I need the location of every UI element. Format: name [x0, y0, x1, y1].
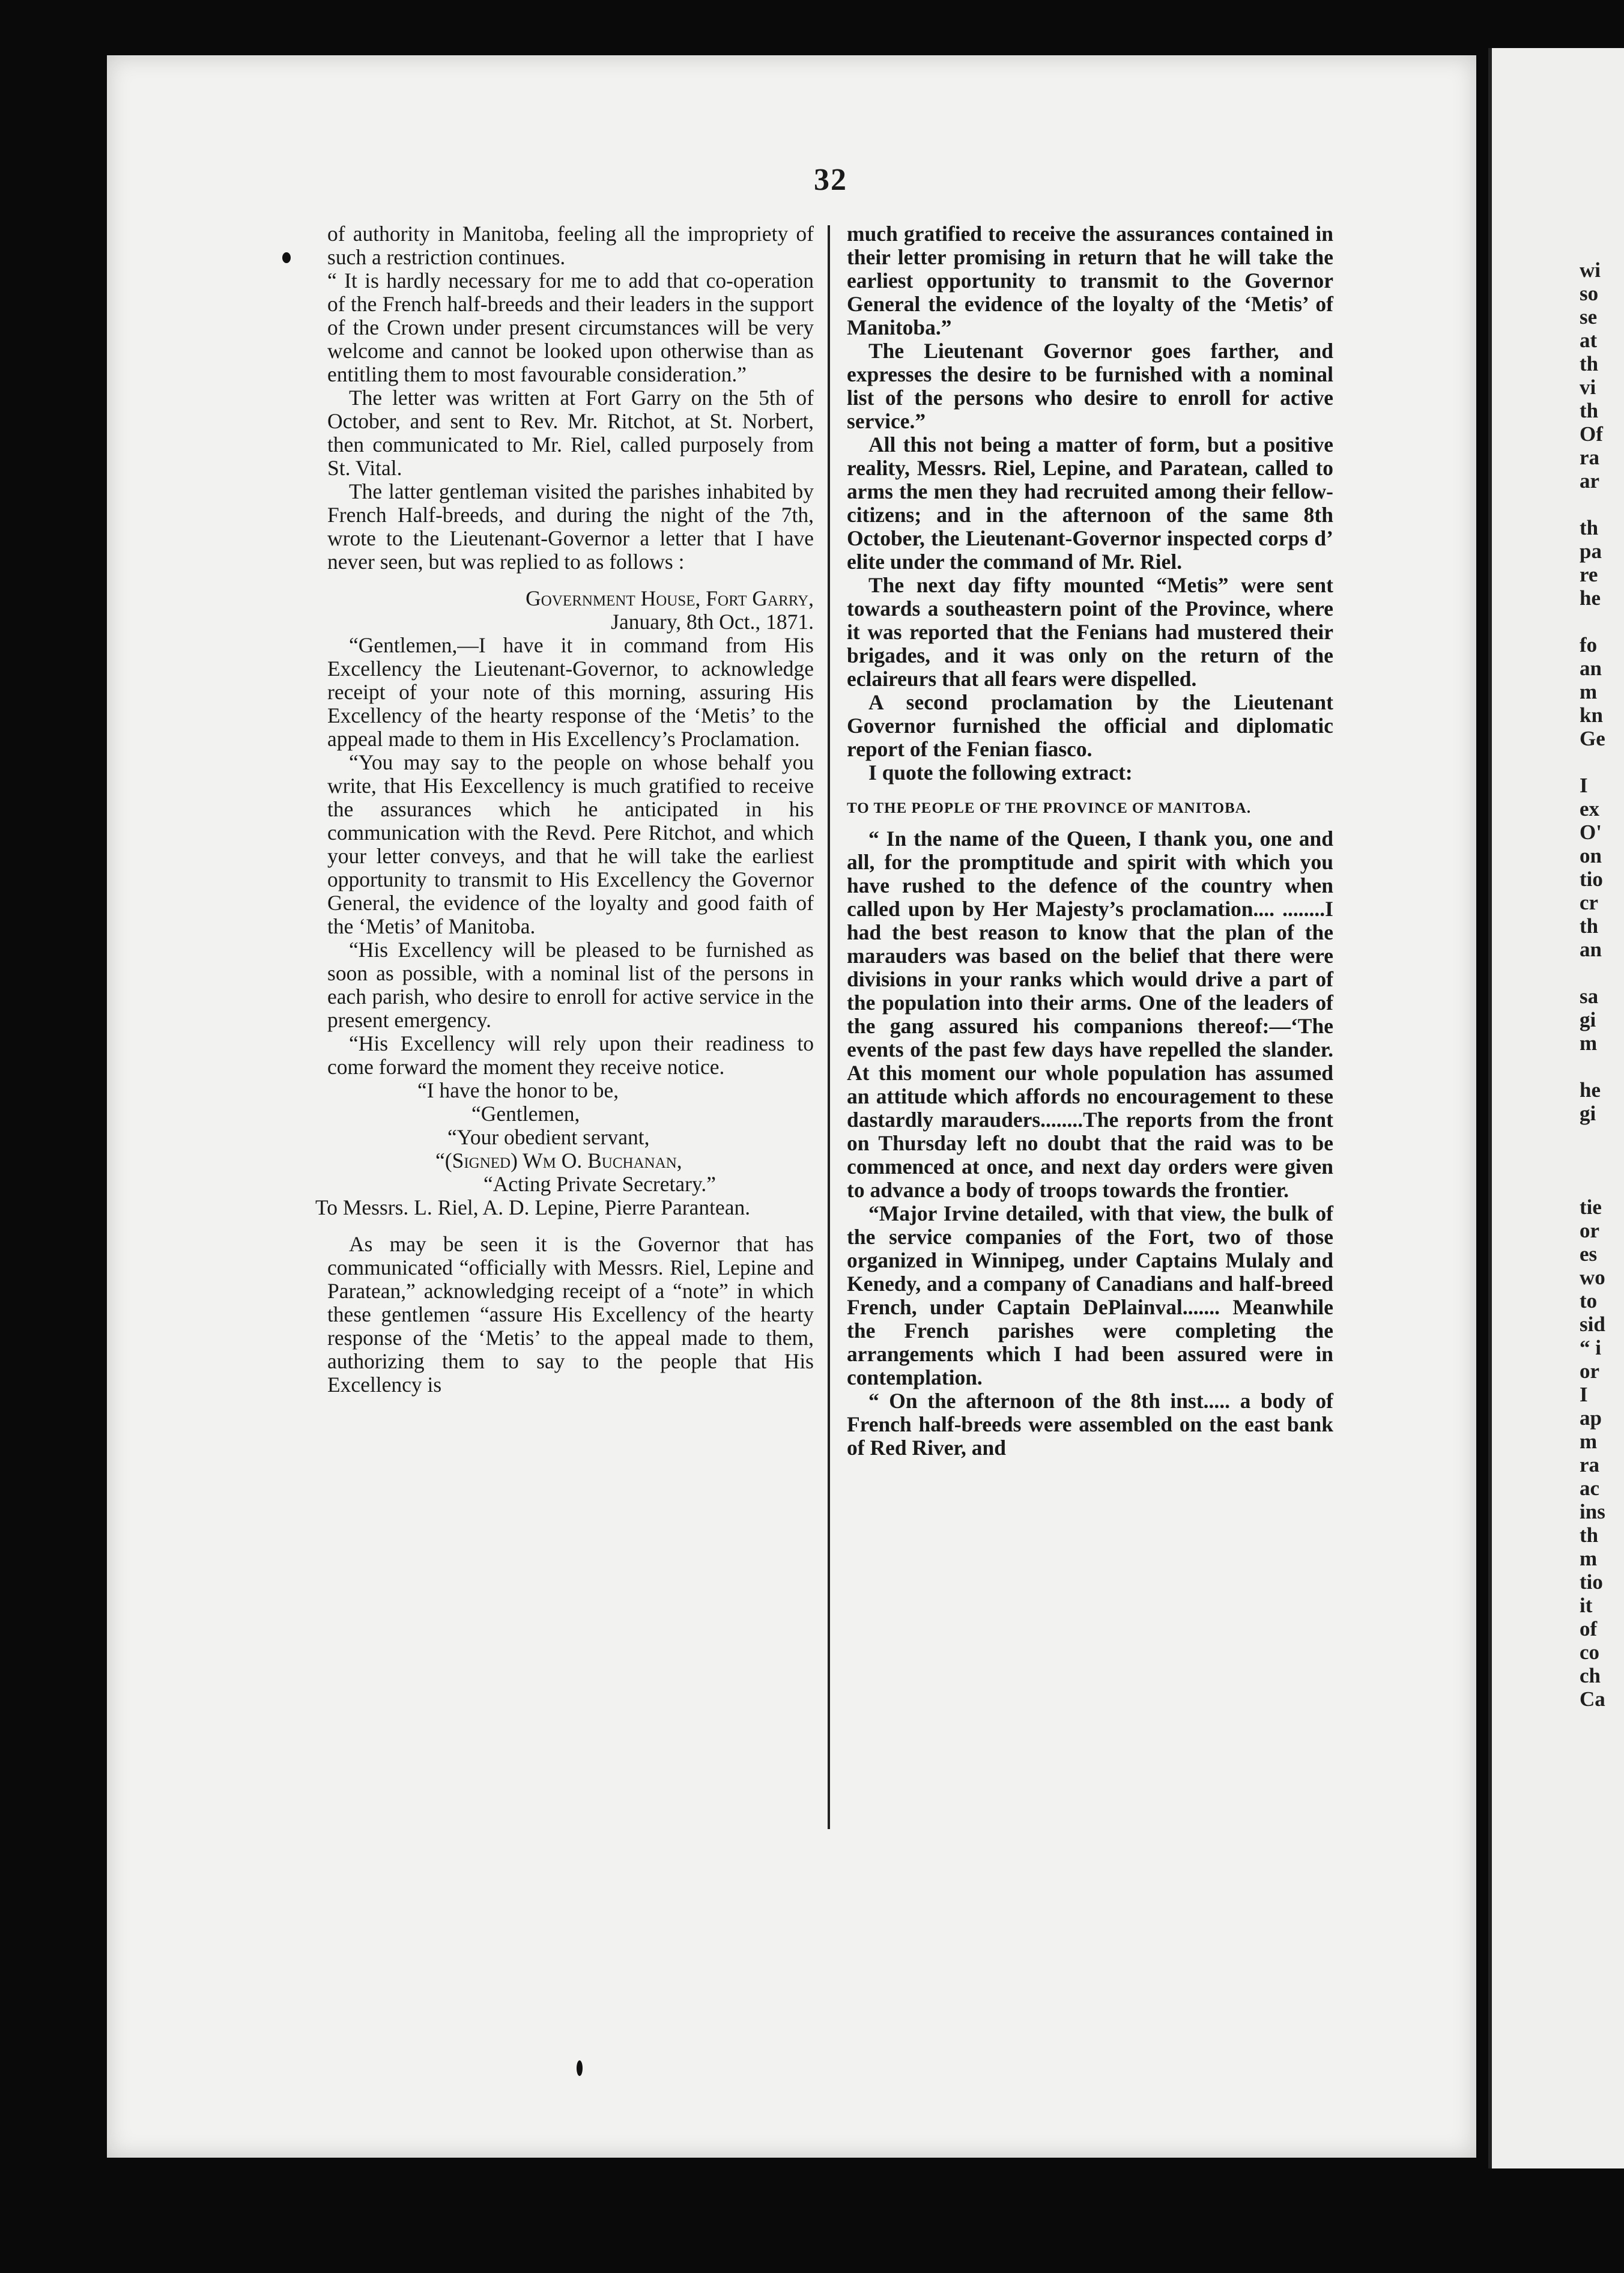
fragment-line: es [1580, 1242, 1598, 1266]
fragment-line: th [1580, 1523, 1599, 1547]
fragment-line: so [1580, 282, 1599, 305]
fragment-line [1580, 1149, 1605, 1172]
fragment-line: ac [1580, 1476, 1600, 1500]
fragment-line: pa [1580, 539, 1602, 563]
paragraph: “His Excellency will rely upon their readiness to come forward the moment they receive notice. [327, 1031, 814, 1079]
fragment-line: at [1580, 329, 1598, 352]
left-column [315, 222, 814, 1397]
fragment-line: ch [1580, 1664, 1601, 1687]
fragment-line: se [1580, 305, 1598, 329]
fragment-line: th [1580, 352, 1599, 375]
signature-line: “Gentlemen, [471, 1102, 580, 1126]
fragment-line: I [1580, 1383, 1588, 1406]
fragment-line: gi [1580, 1102, 1596, 1125]
right-column [847, 222, 1333, 1460]
ink-spot [577, 2060, 583, 2076]
fragment-line: to [1580, 1289, 1598, 1313]
spacer [327, 574, 814, 587]
fragment-line: O' [1580, 821, 1602, 844]
fragment-line: tio [1580, 1570, 1603, 1594]
fragment-line: co [1580, 1640, 1600, 1664]
fragment-line: Ca [1580, 1687, 1605, 1711]
fragment-line: he [1580, 1078, 1601, 1102]
paragraph: “Major Irvine detailed, with that view, the bulk of the service companies of the Fort, two of those organized in Winnipeg, under Captains Mulaly and Kenedy, and a company of Canadians and half-breed French, under Captain DePlainval....... Meanwhile the French parishes were completing the arrangements which I had been assured were in contemplation. [847, 1201, 1333, 1389]
fragment-line: fo [1580, 633, 1598, 657]
fragment-line: ra [1580, 1453, 1600, 1476]
fragment-line: on [1580, 844, 1602, 867]
signature-line: “(Signed) Wm O. Buchanan, [435, 1149, 682, 1173]
letter-date: January, 8th Oct., 1871. [611, 610, 814, 634]
fragment-line: cr [1580, 891, 1599, 914]
fragment-line: Ge [1580, 727, 1605, 750]
fragment-line: sa [1580, 985, 1599, 1008]
fragment-line: kn [1580, 703, 1603, 727]
fragment-line: th [1580, 399, 1599, 422]
fragment-line: tie [1580, 1195, 1602, 1219]
fragment-line: ins [1580, 1500, 1605, 1523]
next-page-fragments [1580, 258, 1605, 1711]
fragment-line: th [1580, 914, 1599, 938]
fragment-line: Of [1580, 422, 1603, 446]
paragraph: I quote the following extract: [868, 760, 1133, 784]
signature-line: “I have the honor to be, [417, 1078, 619, 1102]
paragraph: “ On the afternoon of the 8th inst..... a body of French half-breeds were assembled on the east bank of Red River, and [847, 1389, 1333, 1460]
paragraph: “His Excellency will be pleased to be furnished as soon as possible, with a nominal list of the persons in each parish, who desire to enroll for active service in the present emergency. [327, 938, 814, 1032]
fragment-line: m [1580, 1547, 1598, 1570]
fragment-line: I [1580, 774, 1588, 797]
fragment-line: or [1580, 1359, 1600, 1383]
paragraph: All this not being a matter of form, but a positive reality, Messrs. Riel, Lepine, and Paratean, called to arms the men they had recruited among their fellow-citizens; and in the afternoon of the same 8th October, the Lieutenant-Governor inspected corps d’ elite under the command of Mr. Riel. [847, 432, 1333, 574]
fragment-line [1580, 1055, 1605, 1078]
paragraph: The latter gentleman visited the parishes inhabited by French Half-breeds, and during the night of the 7th, wrote to the Lieutenant-Governor a letter that I have never seen, but was replied to as follows : [327, 479, 814, 574]
fragment-line: an [1580, 938, 1602, 961]
paragraph: of authority in Manitoba, feeling all the impropriety of such a restriction continues. [327, 222, 814, 269]
fragment-line: of [1580, 1617, 1598, 1640]
fragment-line: wo [1580, 1266, 1605, 1289]
fragment-line: or [1580, 1219, 1600, 1242]
paragraph: “Gentlemen,—I have it in command from His Excellency the Lieutenant-Governor, to acknowledge receipt of your note of this morning, assuring His Excellency of the hearty response of the ‘Metis’ to the appeal made to them in His Excellency’s Proclamation. [327, 633, 814, 751]
fragment-line: it [1580, 1594, 1593, 1617]
fragment-line: vi [1580, 375, 1596, 399]
column-rule [828, 225, 830, 1829]
fragment-line: th [1580, 516, 1599, 539]
fragment-line [1580, 493, 1605, 516]
spacer [327, 1219, 814, 1233]
fragment-line: m [1580, 680, 1598, 703]
fragment-line: ra [1580, 446, 1600, 469]
paragraph: The next day fifty mounted “Metis” were sent towards a southeastern point of the Province, where it was reported that the Fenians had mustered their brigades, and it was only on the return of the eclaireurs that all fears were dispelled. [847, 573, 1333, 691]
fragment-line: ex [1580, 797, 1600, 821]
fragment-line [1580, 610, 1605, 633]
fragment-line: m [1580, 1430, 1598, 1453]
paragraph: The letter was written at Fort Garry on the 5th of October, and sent to Rev. Mr. Ritchot, at St. Norbert, then communicated to Mr. Riel, called purposely from St. Vital. [327, 386, 814, 480]
fragment-line: ar [1580, 469, 1600, 493]
fragment-line [1580, 1172, 1605, 1195]
fragment-line: “ i [1580, 1336, 1601, 1359]
fragment-line: m [1580, 1031, 1598, 1055]
fragment-line: wi [1580, 258, 1601, 282]
paragraph: A second proclamation by the Lieutenant Governor furnished the official and diplomatic report of the Fenian fiasco. [847, 690, 1333, 761]
fragment-line [1580, 1125, 1605, 1149]
paragraph: “ It is hardly necessary for me to add that co-operation of the French half-breeds and their leaders in the support of the Crown under present circumstances will be very welcome and cannot be looked upon otherwise than as entitling them to most favourable consideration.” [327, 269, 814, 386]
fragment-line: tio [1580, 867, 1603, 891]
fragment-line [1580, 750, 1605, 774]
fragment-line: gi [1580, 1008, 1596, 1031]
proclamation-heading: TO THE PEOPLE OF THE PROVINCE OF MANITOBA. [847, 800, 1252, 816]
signature-line: “Acting Private Secretary.” [483, 1172, 717, 1196]
letter-heading: Government House, Fort Garry, [526, 586, 814, 610]
fragment-line: an [1580, 657, 1602, 680]
ink-spot [282, 252, 291, 263]
page-number: 32 [814, 163, 847, 197]
addressee: To Messrs. L. Riel, A. D. Lepine, Pierre Parantean. [315, 1195, 751, 1219]
paragraph: “ In the name of the Queen, I thank you, one and all, for the promptitude and spirit with which you have rushed to the defence of the country when called upon by Her Majesty’s proclamation.... ........I had the best reason to know that the plan of the marauders was based on the belief that there were divisions in your ranks which would drive a part of the population into their arms. One of the leaders of the gang assured his companions thereof:—‘The events of the past few days have repelled the slander. At this moment our whole population has assumed an attitude which affords no encouragement to these dastardly marauders........The reports from the front on Thursday left no doubt that the raid was to be commenced at once, and next day orders were given to advance a body of troops towards the frontier. [847, 827, 1333, 1202]
paragraph: As may be seen it is the Governor that has communicated “officially with Messrs. Riel, Lepine and Paratean,” acknowledging receipt of a “note” in which these gentlemen “assure His Excellency of the hearty response of the ‘Metis’ to the appeal made to them, authorizing them to say to the people that His Excellency is [327, 1232, 814, 1397]
fragment-line [1580, 961, 1605, 985]
paragraph: much gratified to receive the assurances contained in their letter promising in return that he will take the earliest opportunity to transmit to the Governor General the evidence of the loyalty of the ‘Metis’ of Manitoba.” [847, 222, 1333, 339]
signature-line: “Your obedient servant, [447, 1125, 650, 1149]
fragment-line: re [1580, 563, 1598, 586]
paragraph: “You may say to the people on whose behalf you write, that His Eexcellency is much gratified to receive the assurances which he anticipated in his communication with the Revd. Pere Ritchot, and which your letter conveys, and that he will take the earliest opportunity to transmit to His Excellency the Governor General, the evidence of the loyalty and good faith of the ‘Metis’ of Manitoba. [327, 750, 814, 938]
paragraph: The Lieutenant Governor goes farther, and expresses the desire to be furnished with a nominal list of the persons who desire to enroll for active service.” [847, 339, 1333, 433]
fragment-line: ap [1580, 1406, 1602, 1430]
fragment-line: he [1580, 586, 1601, 610]
fragment-line: sid [1580, 1313, 1605, 1336]
signature-block [315, 1078, 814, 1219]
